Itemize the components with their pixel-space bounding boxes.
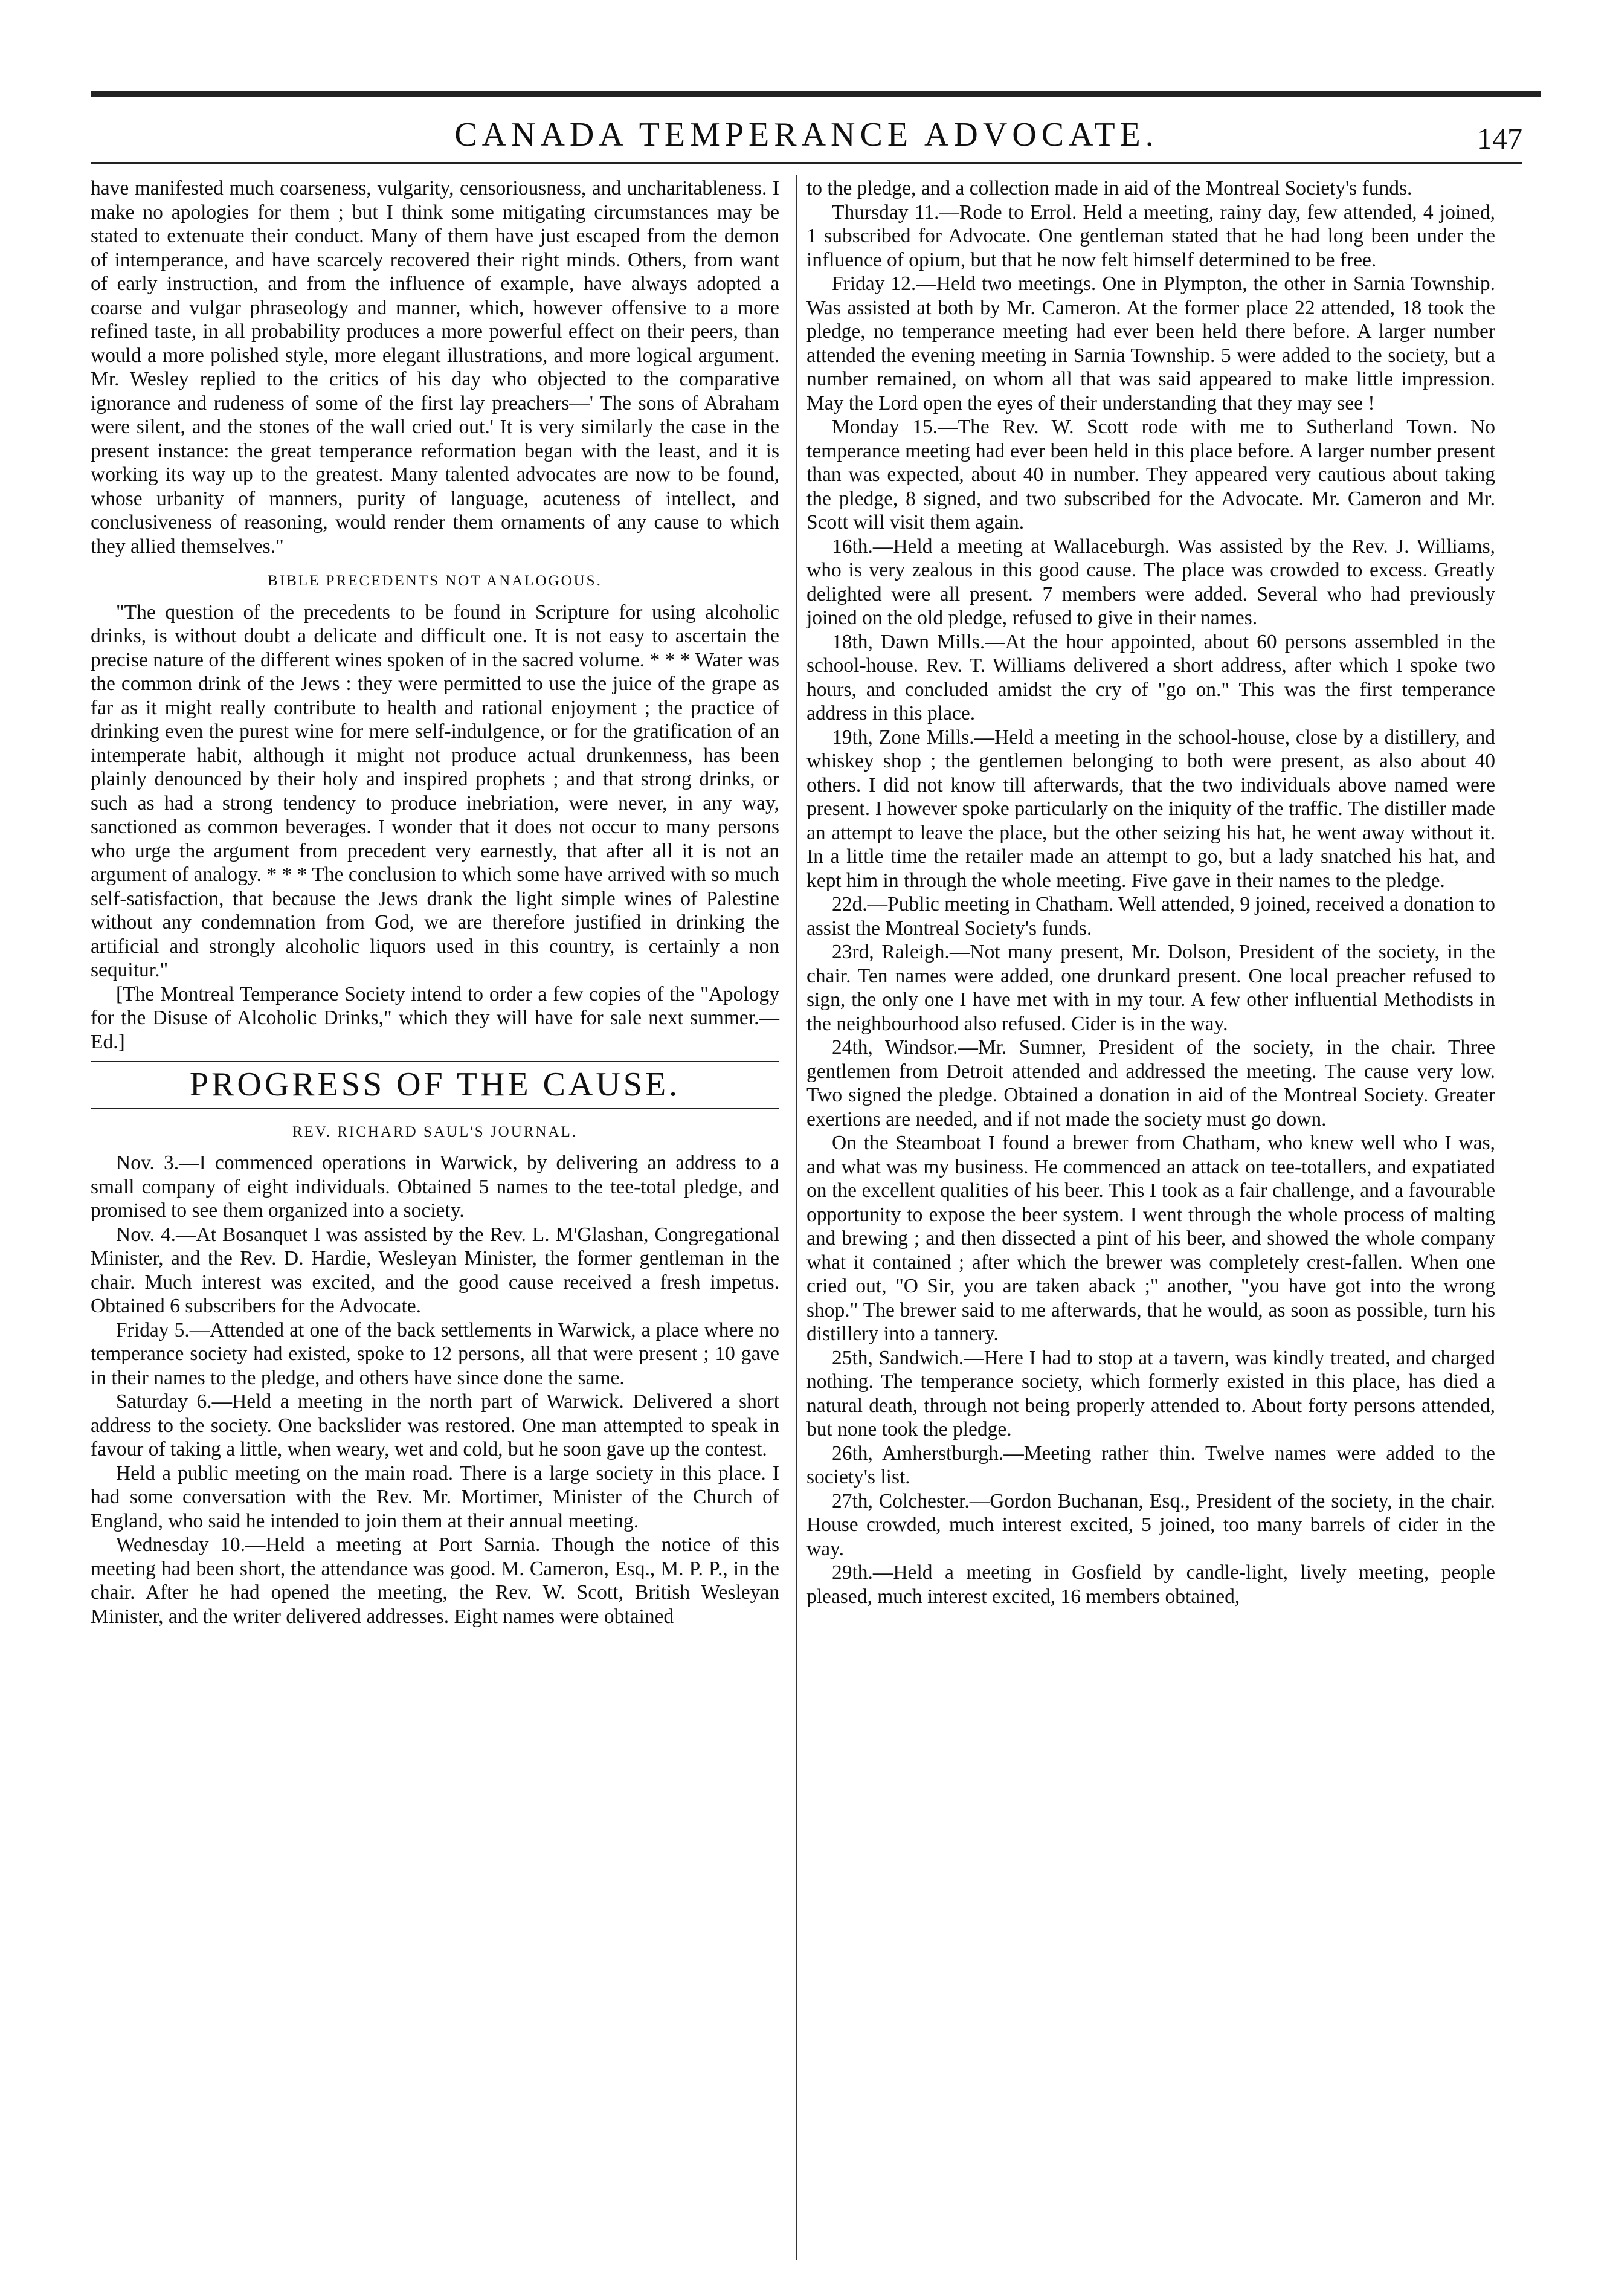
page-header bbox=[91, 108, 1522, 162]
masthead-title: CANADA TEMPERANCE ADVOCATE. bbox=[454, 116, 1159, 153]
journal-entry: Monday 15.—The Rev. W. Scott rode with me to Sutherland Town. No temperance meeting had ever been held in this place before. A larger number present than was expected, about 40 in number. They appeared very cautious about taking the pledge, 8 signed, and two subscribed for the Advocate. Mr. Cameron and Mr. Scott will visit them again. bbox=[806, 416, 1495, 534]
journal-entry: Wednesday 10.—Held a meeting at Port Sarnia. Though the notice of this meeting had been short, the attendance was good. M. Cameron, Esq., M. P. P., in the chair. After he had opened the meeting, the Rev. W. Scott, British Wesleyan Minister, and the writer delivered addresses. Eight names were obtained bbox=[91, 1533, 779, 1628]
journal-entry: Saturday 6.—Held a meeting in the north part of Warwick. Delivered a short address to the society. One backslider was restored. One man attempted to speak in favour of taking a little, when weary, wet and cold, but he soon gave up the contest. bbox=[91, 1390, 779, 1460]
journal-entry: 19th, Zone Mills.—Held a meeting in the school-house, close by a distillery, and whiskey shop ; the gentlemen belonging to both were present, as also about 40 others. I did not know till afterwards, that the two individuals above named were present. I however spoke particularly on the iniquity of the traffic. The distiller made an attempt to leave the place, but the other seizing his hat, he went away without it. In a little time the retailer made an attempt to go, but a lady snatched his hat, and kept him in through the whole meeting. Five gave in their names to the pledge. bbox=[806, 726, 1495, 892]
bible-precedents-text: "The question of the precedents to be found in Scripture for using alcoholic drinks, is without doubt a delicate and difficult one. It is not easy to ascertain the precise nature of the different wines spoken of in the sacred volume. * * * Water was the common drink of the Jews : they were permitted to use the juice of the grape as far as it might really contribute to health and rational enjoyment ; the practice of drinking even the purest wine for mere self-indulgence, or for the gratification of an intemperate habit, although it might not produce actual drunkenness, has been plainly denounced by their holy and inspired prophets ; and that strong drinks, or such as had a strong tendency to produce inebriation, were never, in any way, sanctioned as common beverages. I wonder that it does not occur to many persons who urge the argument from precedent very earnestly, that after all it is not an argument of analogy. * * * The conclusion to which some have arrived with so much self-satisfaction, that because the Jews drank the light simple wines of Palestine without any condemnation from God, we are therefore justified in drinking the artificial and strongly alcoholic liquors used in this country, is certainly a non sequitur." bbox=[91, 601, 779, 981]
journal-entry: 29th.—Held a meeting in Gosfield by candle-light, lively meeting, people pleased, much interest excited, 16 members obtained, bbox=[806, 1561, 1495, 1608]
journal-entry: 27th, Colchester.—Gordon Buchanan, Esq., President of the society, in the chair. House crowded, much interest excited, 5 joined, too many barrels of cider in the way. bbox=[806, 1489, 1495, 1560]
subhead-bible-precedents: BIBLE PRECEDENTS NOT ANALOGOUS. bbox=[268, 573, 602, 589]
journal-entry: On the Steamboat I found a brewer from Chatham, who knew well who I was, and what was my business. He commenced an attack on tee-totallers, and expatiated on the excellent qualities of his beer. This I took as a fair challenge, and a favourable opportunity to expose the beer system. I went through the whole process of malting and brewing ; and then dissected a pint of his beer, and showed the whole company what it contained ; after which the brewer was completely crest-fallen. When one cried out, "O Sir, you are taken aback ;" another, "you have got into the wrong shop." The brewer said to me afterwards, that he would, as soon as possible, turn his distillery into a tannery. bbox=[806, 1132, 1495, 1345]
journal-entry: Friday 5.—Attended at one of the back settlements in Warwick, a place where no temperance society had existed, spoke to 12 persons, all that were present ; 10 gave in their names to the pledge, and others have since done the same. bbox=[91, 1318, 779, 1389]
section-rule-top bbox=[91, 1061, 779, 1062]
journal-entry: Thursday 11.—Rode to Errol. Held a meeting, rainy day, few attended, 4 joined, 1 subscribed for Advocate. One gentleman stated that he had long been under the influence of opium, but that he now felt himself determined to be free. bbox=[806, 201, 1495, 271]
section-rule-bottom bbox=[91, 1108, 779, 1109]
journal-entry: Held a public meeting on the main road. There is a large society in this place. I had some conversation with the Rev. Mr. Mortimer, Minister of the Church of England, who said he intended to join them at their annual meeting. bbox=[91, 1462, 779, 1532]
journal-entry: 24th, Windsor.—Mr. Sumner, President of the society, in the chair. Three gentlemen from Detroit attended and addressed the meeting. The cause very low. Two signed the pledge. Obtained a donation in aid of the Montreal Society. Greater exertions are needed, and if not made the society must go down. bbox=[806, 1036, 1495, 1130]
journal-entry: 16th.—Held a meeting at Wallaceburgh. Was assisted by the Rev. J. Williams, who is very zealous in this good cause. The place was crowded to excess. Greatly delighted were all present. 7 members were added. Several who had previously joined on the old pledge, refused to give in their names. bbox=[806, 535, 1495, 629]
article-continuation: have manifested much coarseness, vulgarity, censoriousness, and uncharitableness. I make no apologies for them ; but I think some mitigating circumstances may be stated to extenuate their conduct. Many of them have just escaped from the demon of intemperance, and have scarcely recovered their right minds. Others, from want of early instruction, and from the influence of example, have always adopted a coarse and vulgar phraseology and manner, which, however offensive to a more refined taste, in all probability produces a more powerful effect on their peers, than would a more polished style, more elegant illustrations, and more logical argument. Mr. Wesley replied to the critics of his day who objected to the comparative ignorance and rudeness of some of the first lay preachers—' The sons of Abraham were silent, and the stones of the wall cried out.' It is very similarly the case in the present instance: the great temperance reformation began with the least, and it is working its way up to the greatest. Many talented advocates are now to be found, whose urbanity of manners, purity of language, acuteness of intellect, and conclusiveness of reasoning, would render them ornaments of any cause to which they allied themselves." bbox=[91, 177, 779, 558]
header-rule bbox=[91, 162, 1522, 164]
left-column bbox=[91, 176, 779, 1628]
page-number: 147 bbox=[1477, 121, 1522, 155]
top-ornamental-rule bbox=[91, 91, 1541, 97]
journal-entry: 18th, Dawn Mills.—At the hour appointed, about 60 persons assembled in the school-house. Rev. T. Williams delivered a short address, after which I spoke two hours, and concluded amidst the cry of "go on." This was the first temperance address in this place. bbox=[806, 630, 1495, 724]
journal-entry: Nov. 4.—At Bosanquet I was assisted by the Rev. L. M'Glashan, Congregational Minister, and the Rev. D. Hardie, Wesleyan Minister, the former gentleman in the chair. Much interest was excited, and the good cause received a fresh impetus. Obtained 6 subscribers for the Advocate. bbox=[91, 1223, 779, 1317]
right-column bbox=[806, 176, 1495, 1608]
subhead-journal: REV. RICHARD SAUL'S JOURNAL. bbox=[292, 1123, 578, 1140]
journal-entry: 23rd, Raleigh.—Not many present, Mr. Dolson, President of the society, in the chair. Ten names were added, one drunkard present. One local preacher refused to sign, the only one I have met with in my tour. A few other influential Methodists in the neighbourhood also refused. Cider is in the way. bbox=[806, 941, 1495, 1035]
journal-entry: 22d.—Public meeting in Chatham. Well attended, 9 joined, received a donation to assist the Montreal Society's funds. bbox=[806, 893, 1495, 940]
journal-entry: Nov. 3.—I commenced operations in Warwick, by delivering an address to a small company of eight individuals. Obtained 5 names to the tee-total pledge, and promised to see them organized into a society. bbox=[91, 1152, 779, 1222]
journal-entry: Friday 12.—Held two meetings. One in Plympton, the other in Sarnia Township. Was assisted at both by Mr. Cameron. At the former place 22 attended, 18 took the pledge, no temperance meeting had ever been held there before. A larger number attended the evening meeting in Sarnia Township. 5 were added to the society, but a number remained, on whom all that was said appeared to make little impression. May the Lord open the eyes of their understanding that they may see ! bbox=[806, 272, 1495, 414]
journal-entry: 26th, Amherstburgh.—Meeting rather thin. Twelve names were added to the society's list. bbox=[806, 1442, 1495, 1488]
journal-entry: 25th, Sandwich.—Here I had to stop at a tavern, was kindly treated, and charged nothing. The temperance society, which formerly existed in this place, has died a natural death, through not being properly attended to. About forty persons attended, but none took the pledge. bbox=[806, 1346, 1495, 1440]
journal-entry: to the pledge, and a collection made in aid of the Montreal Society's funds. bbox=[806, 177, 1412, 199]
column-divider bbox=[796, 175, 797, 2260]
section-title-progress: PROGRESS OF THE CAUSE. bbox=[189, 1066, 681, 1103]
editor-note: [The Montreal Temperance Society intend to order a few copies of the "Apology for the Disuse of Alcoholic Drinks," which they will have for sale next summer.—Ed.] bbox=[91, 982, 779, 1053]
